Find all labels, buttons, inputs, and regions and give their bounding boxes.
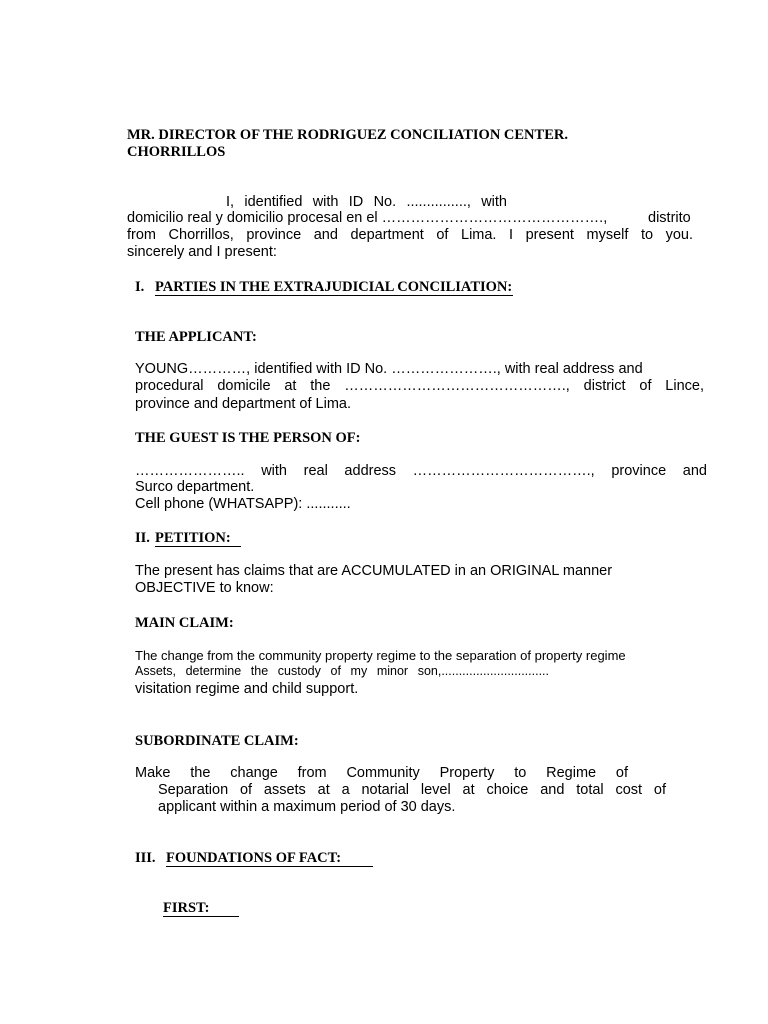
addressee-line-1: MR. DIRECTOR OF THE RODRIGUEZ CONCILIATION CENTER.: [127, 127, 568, 143]
applicant-line-2: procedural domicile at the ………………………………………., district of Lince,: [135, 378, 704, 394]
section-3-title: FOUNDATIONS OF FACT:: [166, 850, 342, 866]
section-3-underline: [166, 866, 373, 867]
intro-line-1: I, identified with ID No. ..............., with: [226, 194, 507, 210]
guest-line-2: Surco department.: [135, 479, 255, 495]
section-1-underline: [155, 295, 513, 296]
guest-line-1: ………………….. with real address ………………………………., province and: [135, 463, 707, 479]
main-claim-line-3: visitation regime and child support.: [135, 681, 359, 697]
guest-heading: THE GUEST IS THE PERSON OF:: [135, 430, 361, 446]
petition-line-2: OBJECTIVE to know:: [135, 580, 274, 596]
first-underline: [163, 916, 239, 917]
intro-line-3: from Chorrillos, province and department of Lima. I present myself to you.: [127, 227, 693, 243]
subordinate-claim-line-2: Separation of assets at a notarial level at choice and total cost of: [158, 782, 666, 798]
petition-line-1: The present has claims that are ACCUMULATED in an ORIGINAL manner: [135, 563, 613, 579]
subordinate-claim-line-3: applicant within a maximum period of 30 days.: [158, 799, 456, 815]
main-claim-line-1: The change from the community property regime to the separation of property regime: [135, 648, 626, 663]
section-1-number: I.: [135, 279, 145, 295]
guest-line-3: Cell phone (WHATSAPP): ...........: [135, 496, 351, 512]
section-2-number: II.: [135, 530, 150, 546]
subordinate-claim-heading: SUBORDINATE CLAIM:: [135, 733, 299, 749]
section-2-underline: [155, 546, 241, 547]
applicant-line-3: province and department of Lima.: [135, 396, 352, 412]
applicant-heading: THE APPLICANT:: [135, 329, 257, 345]
section-2-title: PETITION:: [155, 530, 231, 546]
main-claim-heading: MAIN CLAIM:: [135, 615, 234, 631]
addressee-line-2: CHORRILLOS: [127, 144, 226, 160]
intro-line-2a: domicilio real y domicilio procesal en el ……………………………………….,: [127, 210, 608, 226]
first-heading: FIRST:: [163, 900, 210, 916]
applicant-line-1: YOUNG…………, identified with ID No. …………………., with real address and: [135, 361, 643, 377]
subordinate-claim-line-1: Make the change from Community Property to Regime of: [135, 765, 628, 781]
section-1-title: PARTIES IN THE EXTRAJUDICIAL CONCILIATION:: [155, 279, 513, 295]
main-claim-line-2: Assets, determine the custody of my minor son,...............................: [135, 664, 549, 678]
section-3-number: III.: [135, 850, 156, 866]
intro-line-2b: distrito: [648, 210, 691, 226]
intro-line-4: sincerely and I present:: [127, 244, 277, 260]
